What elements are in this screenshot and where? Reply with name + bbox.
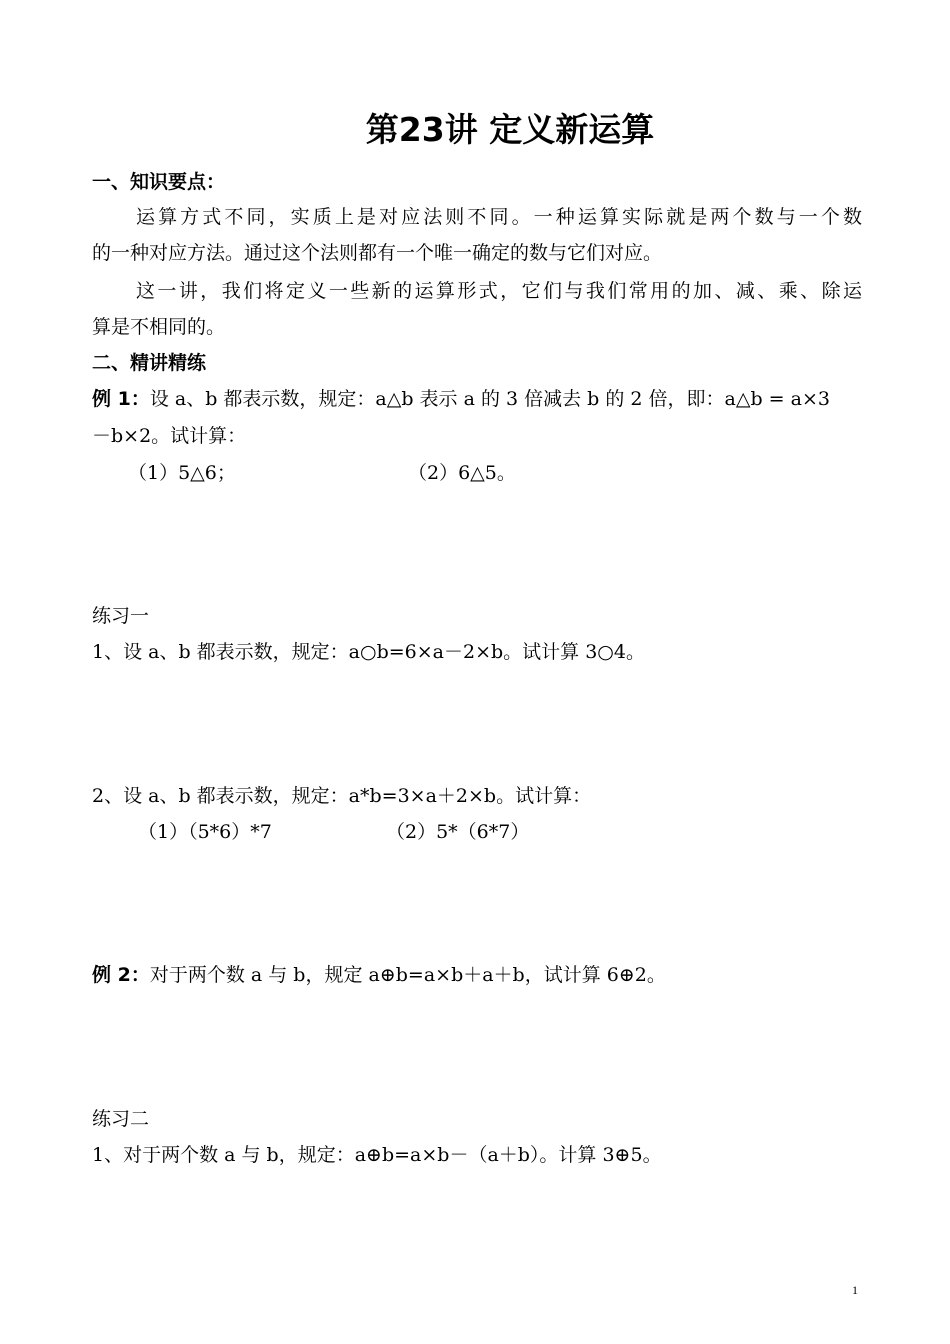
paragraph-2-line-1: 这一讲，我们将定义一些新的运算形式，它们与我们常用的加、减、乘、除运 bbox=[136, 280, 862, 302]
section-heading-knowledge: 一、知识要点： bbox=[92, 171, 226, 193]
page-title: 第23讲 定义新运算 bbox=[365, 110, 655, 149]
practice-2-heading: 练习二 bbox=[92, 1108, 150, 1130]
example-1-label: 例 1： bbox=[92, 388, 150, 410]
section-heading-practice: 二、精讲精练 bbox=[92, 352, 207, 374]
example-2-text: 对于两个数 a 与 b，规定 a⊕b=a×b＋a＋b，试计算 6⊕2。 bbox=[149, 964, 666, 986]
example-1-part-1: （1）5△6； bbox=[128, 462, 236, 484]
practice-1-question-1: 1、设 a、b 都表示数，规定：a○b=6×a－2×b。试计算 3○4。 bbox=[92, 641, 645, 663]
example-2-label: 例 2： bbox=[92, 964, 150, 986]
paragraph-1-line-1: 运算方式不同，实质上是对应法则不同。一种运算实际就是两个数与一个数 bbox=[136, 206, 862, 228]
paragraph-2-line-2: 算是不相同的。 bbox=[92, 316, 226, 338]
practice-1-question-2-part-1: （1）（5*6）*7 bbox=[138, 821, 272, 843]
example-1-part-2: （2）6△5。 bbox=[408, 462, 516, 484]
example-1-line-1: 设 a、b 都表示数，规定：a△b 表示 a 的 3 倍减去 b 的 2 倍，即：a△b = a×3 bbox=[149, 388, 830, 410]
practice-1-question-2-part-2: （2）5*（6*7） bbox=[386, 821, 530, 843]
example-1 bbox=[92, 387, 862, 411]
paragraph-1-line-2: 的一种对应方法。通过这个法则都有一个唯一确定的数与它们对应。 bbox=[92, 242, 663, 264]
practice-2-question-1: 1、对于两个数 a 与 b，规定：a⊕b=a×b－（a＋b）。计算 3⊕5。 bbox=[92, 1144, 662, 1166]
practice-1-question-2: 2、设 a、b 都表示数，规定：a*b=3×a＋2×b。试计算： bbox=[92, 785, 592, 807]
example-1-line-2: －b×2。试计算： bbox=[92, 425, 247, 447]
example-2 bbox=[92, 963, 666, 987]
practice-1-heading: 练习一 bbox=[92, 605, 150, 627]
page-number: 1 bbox=[852, 1283, 858, 1297]
